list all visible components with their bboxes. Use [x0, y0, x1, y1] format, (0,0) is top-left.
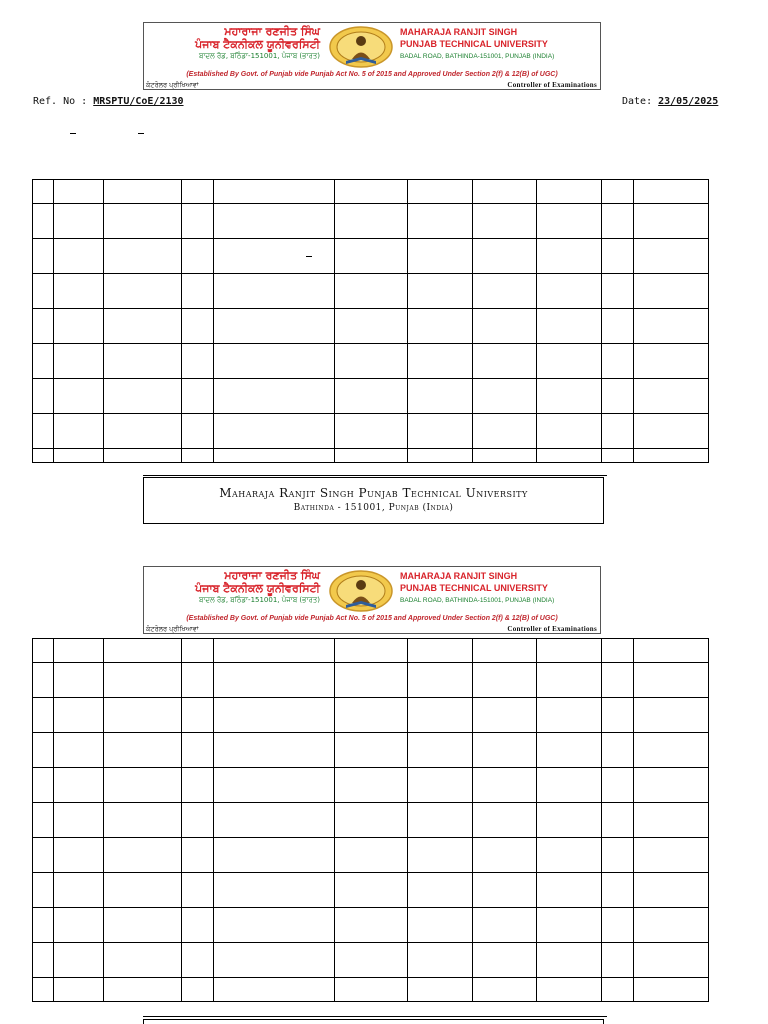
english-address: BADAL ROAD, BATHINDA-151001, PUNJAB (INDIA) — [400, 597, 555, 604]
table-row — [33, 663, 709, 698]
table-row — [33, 239, 709, 274]
punjabi-university-name: ਮਹਾਰਾਜਾ ਰਣਜੀਤ ਸਿੰਘ — [224, 25, 320, 38]
university-footer — [143, 1019, 604, 1024]
dash-mark — [306, 256, 312, 257]
footer-rule — [143, 475, 607, 476]
table-row — [33, 803, 709, 838]
university-footer — [143, 477, 604, 524]
date-label: Date: — [622, 96, 659, 107]
controller-english: Controller of Examinations — [507, 81, 597, 89]
english-university-name: MAHARAJA RANJIT SINGH — [400, 571, 518, 581]
table-row — [33, 344, 709, 379]
english-university-subtitle: PUNJAB TECHNICAL UNIVERSITY — [400, 583, 548, 593]
university-seal-icon — [328, 570, 394, 612]
table-row — [33, 180, 709, 204]
dash-mark — [70, 133, 76, 134]
punjabi-address: ਬਾਦਲ ਰੋਡ, ਬਠਿੰਡਾ-151001, ਪੰਜਾਬ (ਭਾਰਤ) — [198, 52, 320, 60]
english-university-name: MAHARAJA RANJIT SINGH — [400, 27, 518, 37]
reference-value: MRSPTU/CoE/2130 — [93, 96, 184, 107]
results-table — [32, 638, 709, 1002]
results-table-body — [33, 180, 709, 463]
punjabi-university-name: ਮਹਾਰਾਜਾ ਰਣਜੀਤ ਸਿੰਘ — [224, 569, 320, 582]
date-value: 23/05/2025 — [658, 96, 719, 107]
table-row — [33, 943, 709, 978]
results-table — [32, 179, 709, 463]
table-row — [33, 978, 709, 1002]
table-row — [33, 274, 709, 309]
table-row — [33, 838, 709, 873]
table-row — [33, 449, 709, 463]
letter-date — [622, 96, 718, 107]
table-row — [33, 309, 709, 344]
controller-english: Controller of Examinations — [507, 625, 597, 633]
controller-punjabi: ਕੰਟਰੋਲਰ ਪ੍ਰੀਖਿਆਵਾਂ — [146, 81, 199, 89]
controller-punjabi: ਕੰਟਰੋਲਰ ਪ੍ਰੀਖਿਆਵਾਂ — [146, 625, 199, 633]
table-row — [33, 639, 709, 663]
table-row — [33, 768, 709, 803]
punjabi-address: ਬਾਦਲ ਰੋਡ, ਬਠਿੰਡਾ-151001, ਪੰਜਾਬ (ਭਾਰਤ) — [198, 596, 320, 604]
punjabi-university-subtitle: ਪੰਜਾਬ ਟੈਕਨੀਕਲ ਯੂਨੀਵਰਸਿਟੀ — [195, 582, 320, 595]
dash-mark — [138, 133, 144, 134]
establishment-note: (Established By Govt. of Punjab vide Punjab Act No. 5 of 2015 and Approved Under Section 2(f) & 12(B) of UGC) — [186, 615, 558, 622]
english-address: BADAL ROAD, BATHINDA-151001, PUNJAB (INDIA) — [400, 53, 555, 60]
table-row — [33, 698, 709, 733]
results-table-body — [33, 639, 709, 1002]
table-row — [33, 733, 709, 768]
table-row — [33, 414, 709, 449]
letterhead-banner — [143, 566, 601, 634]
footer-rule — [143, 1016, 607, 1017]
table-row — [33, 204, 709, 239]
footer-address: Bathinda - 151001, Punjab (India) — [293, 503, 454, 513]
punjabi-university-subtitle: ਪੰਜਾਬ ਟੈਕਨੀਕਲ ਯੂਨੀਵਰਸਿਟੀ — [195, 38, 320, 51]
letterhead-banner — [143, 22, 601, 90]
reference-label: Ref. No : — [33, 96, 94, 107]
table-row — [33, 379, 709, 414]
english-university-subtitle: PUNJAB TECHNICAL UNIVERSITY — [400, 39, 548, 49]
establishment-note: (Established By Govt. of Punjab vide Punjab Act No. 5 of 2015 and Approved Under Section 2(f) & 12(B) of UGC) — [186, 71, 558, 78]
footer-university-name: Maharaja Ranjit Singh Punjab Technical University — [219, 486, 528, 500]
reference-number — [33, 96, 184, 107]
university-seal-icon — [328, 26, 394, 68]
table-row — [33, 908, 709, 943]
table-row — [33, 873, 709, 908]
